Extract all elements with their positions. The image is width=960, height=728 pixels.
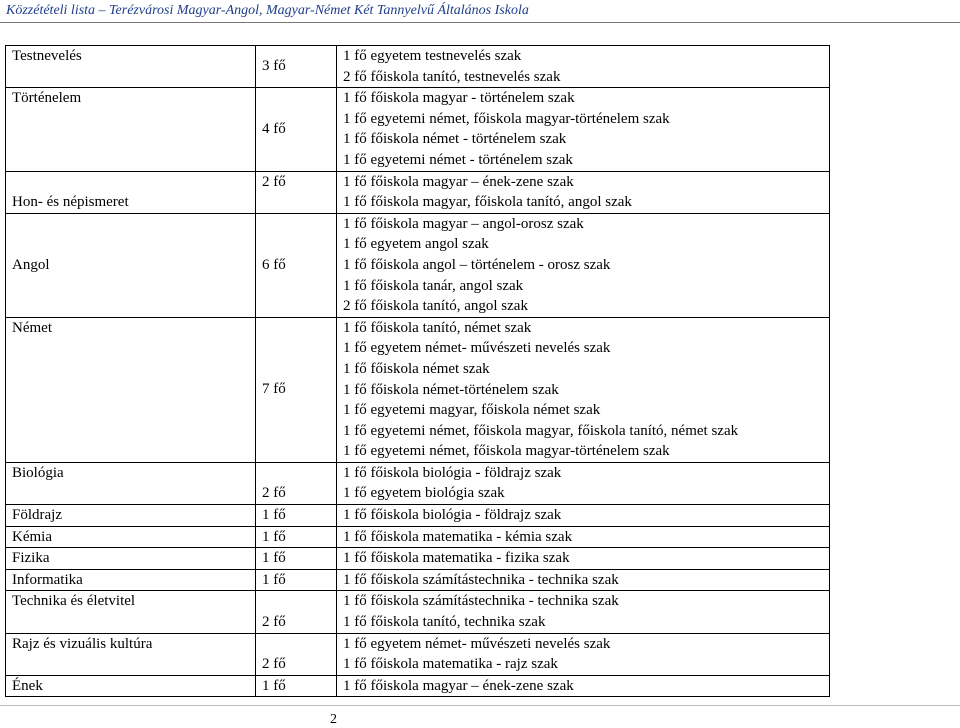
table-row — [6, 46, 830, 88]
header-divider — [0, 22, 960, 23]
table-row — [6, 569, 830, 591]
qualification-line: 2 fő főiskola tanító, testnevelés szak — [343, 68, 561, 85]
table-row — [6, 171, 830, 213]
qualifications-cell — [337, 88, 830, 171]
staff-count-cell: 7 fő — [256, 317, 337, 462]
qualifications-cell — [337, 213, 830, 317]
staff-count-cell: 2 fő — [256, 462, 337, 504]
subject-cell: Kémia — [6, 526, 256, 548]
qualifications-cell — [337, 171, 830, 213]
qualifications-cell — [337, 591, 830, 633]
qualification-line: 1 fő főiskola angol – történelem - orosz szak — [343, 256, 611, 273]
qualifications-cell — [337, 46, 830, 88]
subject-cell: Ének — [6, 675, 256, 697]
qualification-line: 1 fő egyetem biológia szak — [343, 485, 505, 502]
table-row — [6, 505, 830, 527]
qualification-line: 1 fő főiskola német szak — [343, 360, 490, 377]
staff-count-cell: 3 fő — [256, 46, 337, 88]
table-row — [6, 675, 830, 697]
qualification-line: 1 fő egyetem német- művészeti nevelés szak — [343, 635, 611, 652]
qualification-line: 1 fő főiskola tanító, német szak — [343, 319, 532, 336]
staff-count-cell: 1 fő — [256, 548, 337, 570]
qualification-line: 1 fő főiskola magyar - történelem szak — [343, 90, 575, 107]
qualification-line: 1 fő főiskola biológia - földrajz szak — [343, 464, 562, 481]
staff-count-cell: 6 fő — [256, 213, 337, 317]
qualifications-cell — [337, 675, 830, 697]
table-row — [6, 88, 830, 171]
qualification-line: 1 fő főiskola magyar – angol-orosz szak — [343, 215, 584, 232]
subject-cell: Technika és életvitel — [6, 591, 256, 633]
subject-cell: Német — [6, 317, 256, 462]
qualification-line: 1 fő egyetemi német, főiskola magyar, főiskola tanító, német szak — [343, 422, 739, 439]
qualifications-cell — [337, 462, 830, 504]
qualification-line: 1 fő főiskola számítástechnika - technika szak — [343, 593, 619, 610]
qualifications-cell — [337, 548, 830, 570]
qualification-line: 1 fő főiskola német-történelem szak — [343, 381, 559, 398]
subject-cell: Informatika — [6, 569, 256, 591]
qualification-line: 1 fő egyetem német- művészeti nevelés szak — [343, 340, 611, 357]
qualification-line: 1 fő főiskola német - történelem szak — [343, 131, 567, 148]
subject-cell: Biológia — [6, 462, 256, 504]
subject-cell: Testnevelés — [6, 46, 256, 88]
subject-cell: Fizika — [6, 548, 256, 570]
table-row — [6, 213, 830, 317]
qualification-line: 1 fő egyetem testnevelés szak — [343, 48, 522, 64]
table-row — [6, 548, 830, 570]
qualification-line: 2 fő főiskola tanító, angol szak — [343, 298, 528, 315]
qualification-line: 1 fő főiskola matematika - kémia szak — [343, 528, 573, 545]
staff-count-cell: 2 fő — [256, 171, 337, 213]
qualifications-cell — [337, 526, 830, 548]
staff-count-cell: 2 fő — [256, 591, 337, 633]
subject-cell: Földrajz — [6, 505, 256, 527]
page-header — [0, 0, 960, 26]
subject-cell: Rajz és vizuális kultúra — [6, 633, 256, 675]
page-number: 2 — [330, 712, 337, 727]
qualification-line: 1 fő főiskola matematika - rajz szak — [343, 656, 558, 673]
qualification-line: 1 fő egyetemi német - történelem szak — [343, 151, 573, 168]
qualification-line: 1 fő főiskola magyar – ének-zene szak — [343, 677, 574, 694]
staff-count-cell: 1 fő — [256, 675, 337, 697]
qualification-line: 1 fő egyetemi magyar, főiskola német szak — [343, 402, 601, 419]
qualification-line: 1 fő főiskola tanító, technika szak — [343, 614, 546, 631]
staff-count-cell: 2 fő — [256, 633, 337, 675]
qualifications-cell — [337, 569, 830, 591]
subject-cell: Hon- és népismeret — [6, 171, 256, 213]
qualifications-cell — [337, 633, 830, 675]
qualification-line: 1 fő főiskola magyar – ének-zene szak — [343, 173, 574, 190]
staff-count-cell: 1 fő — [256, 569, 337, 591]
table-body — [6, 46, 830, 697]
staff-count-cell: 1 fő — [256, 505, 337, 527]
header-title: Közzétételi lista – Terézvárosi Magyar-Angol, Magyar-Német Két Tannyelvű Általános Iskola — [6, 3, 529, 18]
qualifications-cell — [337, 505, 830, 527]
subject-cell: Angol — [6, 213, 256, 317]
subject-cell: Történelem — [6, 88, 256, 171]
footer-divider — [0, 705, 960, 706]
staff-count-cell: 1 fő — [256, 526, 337, 548]
staff-count-cell: 4 fő — [256, 88, 337, 171]
qualification-line: 1 fő főiskola számítástechnika - technika szak — [343, 571, 619, 588]
qualification-line: 1 fő főiskola matematika - fizika szak — [343, 550, 570, 567]
qualification-line: 1 fő főiskola tanár, angol szak — [343, 277, 524, 294]
qualification-line: 1 fő egyetem angol szak — [343, 236, 489, 253]
table-row — [6, 633, 830, 675]
qualifications-cell — [337, 317, 830, 462]
table-row — [6, 591, 830, 633]
qualification-line: 1 fő főiskola magyar, főiskola tanító, angol szak — [343, 194, 632, 211]
staff-qualification-table — [5, 45, 830, 697]
table-row — [6, 317, 830, 462]
table-row — [6, 526, 830, 548]
qualification-line: 1 fő egyetemi német, főiskola magyar-történelem szak — [343, 443, 670, 460]
qualification-line: 1 fő egyetemi német, főiskola magyar-történelem szak — [343, 110, 670, 127]
qualification-line: 1 fő főiskola biológia - földrajz szak — [343, 507, 562, 524]
table-row — [6, 462, 830, 504]
